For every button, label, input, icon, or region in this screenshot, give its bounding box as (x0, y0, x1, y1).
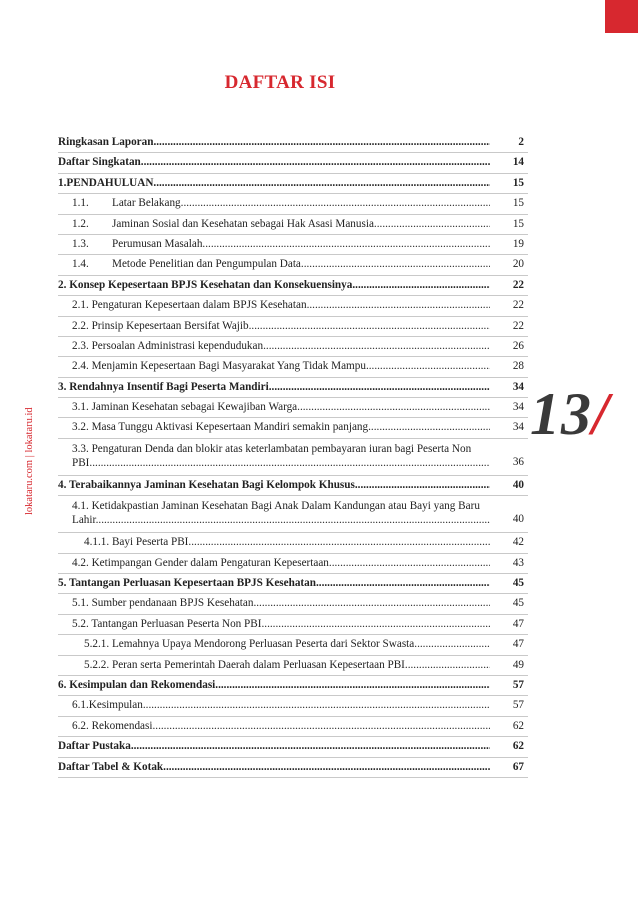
toc-entry-text (58, 235, 490, 254)
toc-entry-label: 5.2.2. Peran serta Pemerintah Daerah dalam Perluasan Kepesertaan PBI (84, 658, 405, 671)
toc-entry-text (58, 418, 490, 437)
toc-row[interactable] (58, 174, 528, 194)
toc-entry-text (58, 398, 490, 417)
toc-entry-text (58, 635, 490, 654)
toc-entry-label: 4.1. Ketidakpastian Jaminan Kesehatan Bagi Anak Dalam Kandungan atau Bayi yang Baru Lahir (72, 500, 480, 527)
toc-row[interactable] (58, 696, 528, 716)
toc-entry-text (58, 574, 490, 593)
toc-row[interactable] (58, 317, 528, 337)
toc-entry-text (58, 476, 490, 495)
toc-row[interactable] (58, 635, 528, 655)
toc-page-number: 34 (512, 421, 524, 434)
toc-entry-text (58, 533, 490, 552)
toc-entry-text (58, 337, 490, 356)
toc-entry-label: Perumusan Masalah (112, 237, 203, 250)
toc-entry-label: 2.3. Persoalan Administrasi kependudukan (72, 339, 264, 352)
toc-entry-label: 2.4. Menjamin Kepesertaan Bagi Masyarakat Yang Tidak Mampu (72, 360, 366, 373)
toc-page-number: 43 (512, 556, 524, 569)
toc-page-number: 15 (512, 217, 524, 230)
toc-page-number: 45 (512, 597, 524, 610)
toc-page-number: 2 (518, 136, 524, 148)
toc-entry-number: 1.1. (72, 197, 89, 210)
toc-entry-text (58, 174, 490, 193)
toc-page-number: 28 (512, 360, 524, 373)
toc-row[interactable] (58, 276, 528, 296)
toc-entry-label: 5. Tantangan Perluasan Kepesertaan BPJS Kesehatan (58, 577, 316, 590)
toc-entry-text (58, 594, 490, 613)
toc-entry-label: 6. Kesimpulan dan Rekomendasi (58, 678, 216, 691)
toc-entry-label: 6.1.Kesimpulan (72, 699, 143, 712)
toc-entry-label: Daftar Tabel & Kotak (58, 760, 164, 773)
toc-page-number: 47 (512, 638, 524, 651)
toc-page-number: 57 (512, 678, 524, 691)
toc-row[interactable] (58, 594, 528, 614)
toc-page-number: 20 (512, 258, 524, 271)
toc-entry-text (58, 276, 490, 295)
page-number-slash: / (592, 381, 610, 447)
toc-entry-label: 4. Terabaikannya Jaminan Kesehatan Bagi Kelompok Khusus (58, 478, 355, 491)
toc-entry-label: 4.1.1. Bayi Peserta PBI (84, 536, 189, 549)
toc-entry-text (58, 133, 490, 152)
toc-entry-label: 6.2. Rekomendasi (72, 719, 153, 732)
toc-page-number: 40 (512, 513, 524, 526)
toc-entry-label: Jaminan Sosial dan Kesehatan sebagai Hak Asasi Manusia (112, 217, 374, 230)
toc-row[interactable] (58, 153, 528, 173)
toc-row[interactable] (58, 337, 528, 357)
toc-page-number: 15 (512, 197, 524, 210)
toc-row[interactable] (58, 398, 528, 418)
page-title: DAFTAR ISI (224, 72, 336, 93)
toc-page-number: 19 (512, 237, 524, 250)
toc-entry-text (58, 717, 490, 736)
toc-page-number: 45 (512, 577, 524, 590)
toc-page-number: 57 (512, 699, 524, 712)
side-website-text: lokataru.com | lokataru.id (24, 407, 35, 515)
table-of-contents (58, 133, 528, 778)
toc-entry-text (58, 357, 490, 376)
toc-entry-text (58, 255, 490, 274)
toc-entry-label: 3.1. Jaminan Kesehatan sebagai Kewajiban Warga (72, 401, 298, 414)
toc-entry-text (58, 499, 490, 527)
toc-entry-text (58, 153, 490, 172)
toc-row[interactable] (58, 496, 528, 533)
toc-page-number: 47 (512, 617, 524, 630)
toc-entry-text (58, 378, 490, 397)
toc-entry-text (58, 296, 490, 315)
toc-row[interactable] (58, 717, 528, 737)
toc-page-number: 36 (512, 455, 524, 468)
toc-entry-text (58, 758, 490, 777)
toc-row[interactable] (58, 615, 528, 635)
toc-page-number: 15 (512, 176, 524, 189)
toc-entry-text (58, 696, 490, 715)
toc-page-number: 62 (512, 719, 524, 732)
toc-entry-text (58, 215, 490, 234)
toc-entry-label: 5.2. Tantangan Perluasan Peserta Non PBI (72, 617, 262, 630)
toc-entry-number: 1.3. (72, 237, 89, 250)
toc-row[interactable] (58, 439, 528, 476)
toc-row[interactable] (58, 296, 528, 316)
toc-page-number: 26 (512, 339, 524, 352)
corner-tab (605, 0, 638, 33)
page-number-value: 13 (530, 381, 592, 447)
toc-entry-label: 2.1. Pengaturan Kepesertaan dalam BPJS Kesehatan (72, 299, 307, 312)
toc-row[interactable] (58, 418, 528, 438)
toc-row[interactable] (58, 533, 528, 553)
toc-row[interactable] (58, 737, 528, 757)
toc-page-number: 62 (512, 740, 524, 753)
toc-page-number: 67 (512, 760, 524, 773)
toc-entry-label: Daftar Pustaka (58, 740, 131, 753)
toc-entry-text (58, 615, 490, 634)
toc-row[interactable] (58, 255, 528, 275)
toc-page-number: 34 (512, 380, 524, 393)
page-number (530, 380, 610, 449)
toc-row[interactable] (58, 378, 528, 398)
toc-entry-label: 2.2. Prinsip Kepesertaan Bersifat Wajib (72, 319, 249, 332)
toc-row[interactable] (58, 215, 528, 235)
toc-entry-label: 5.1. Sumber pendanaan BPJS Kesehatan (72, 597, 254, 610)
toc-entry-label: 3.3. Pengaturan Denda dan blokir atas keterlambatan pembayaran iuran bagi Peserta Non PBI (72, 442, 472, 469)
toc-entry-text (58, 554, 490, 573)
toc-page-number: 42 (512, 536, 524, 549)
toc-entry-text (58, 656, 490, 675)
toc-entry-label: 4.2. Ketimpangan Gender dalam Pengaturan Kepesertaan (72, 556, 329, 569)
toc-entry-label: 3. Rendahnya Insentif Bagi Peserta Mandiri (58, 380, 269, 393)
toc-row[interactable] (58, 574, 528, 594)
toc-page-number: 22 (512, 278, 524, 291)
toc-row[interactable] (58, 656, 528, 676)
toc-entry-label: 3.2. Masa Tunggu Aktivasi Kepesertaan Mandiri semakin panjang (72, 421, 369, 434)
toc-row[interactable] (58, 676, 528, 696)
toc-page-number: 40 (512, 478, 524, 491)
toc-entry-text (58, 194, 490, 213)
toc-page-number: 34 (512, 401, 524, 414)
toc-entry-label: Daftar Singkatan (58, 156, 141, 169)
toc-entry-label: 5.2.1. Lemahnya Upaya Mendorong Perluasan Peserta dari Sektor Swasta (84, 638, 415, 651)
toc-entry-text (58, 442, 490, 470)
toc-entry-label: Metode Penelitian dan Pengumpulan Data (112, 258, 301, 271)
toc-entry-number: 1.2. (72, 217, 89, 230)
toc-entry-label: 2. Konsep Kepesertaan BPJS Kesehatan dan Konsekuensinya (58, 278, 353, 291)
toc-page-number: 22 (512, 299, 524, 312)
toc-page-number: 22 (512, 319, 524, 332)
toc-entry-label: Latar Belakang (112, 197, 181, 210)
toc-row[interactable] (58, 554, 528, 574)
toc-row[interactable] (58, 758, 528, 778)
toc-entry-label: Ringkasan Laporan (58, 136, 154, 148)
toc-row[interactable] (58, 194, 528, 214)
toc-entry-text (58, 676, 490, 695)
toc-row[interactable] (58, 357, 528, 377)
toc-row[interactable] (58, 235, 528, 255)
toc-entry-text (58, 737, 490, 756)
toc-page-number: 49 (512, 658, 524, 671)
toc-entry-text (58, 317, 490, 336)
toc-entry-label: 1.PENDAHULUAN (58, 176, 154, 189)
toc-page-number: 14 (512, 156, 524, 169)
toc-row[interactable] (58, 133, 528, 153)
toc-entry-number: 1.4. (72, 258, 89, 271)
toc-row[interactable] (58, 476, 528, 496)
